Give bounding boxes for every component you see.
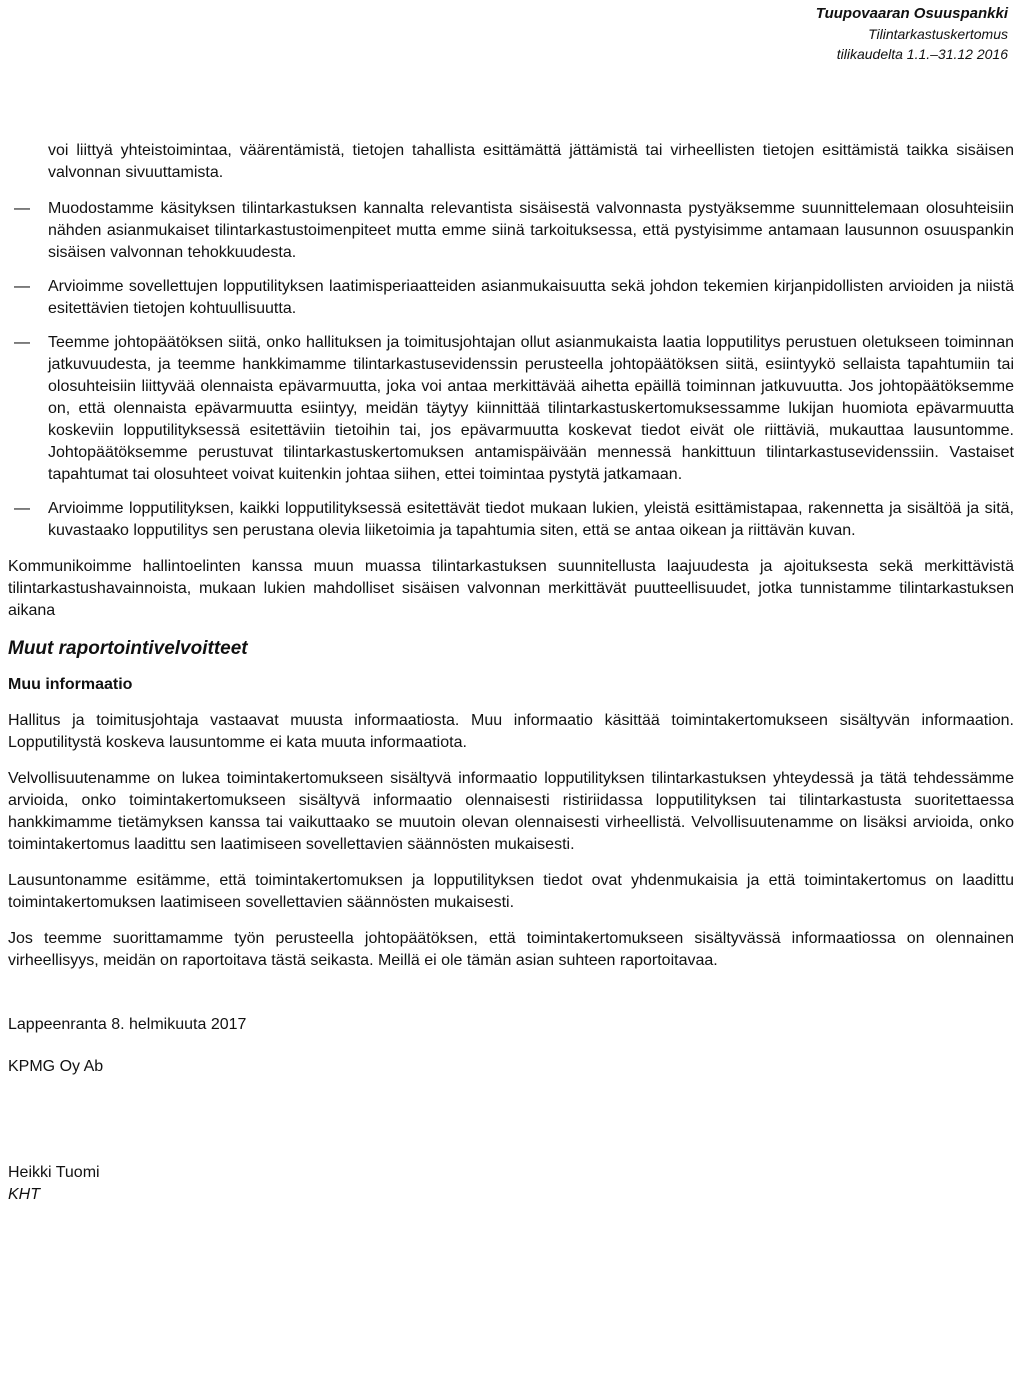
section-heading: Muut raportointivelvoitteet [8,638,248,659]
report-title: Tilintarkastuskertomus [868,26,1008,42]
bullet-item [8,332,1014,486]
place-date: Lappeenranta 8. helmikuuta 2017 [8,1016,247,1033]
bullet-text: Arvioimme sovellettujen lopputilityksen laatimisperiaatteiden asianmukaisuutta sekä johdon tekemien kirjanpidollisten arvioiden ja niistä esitettävien tietojen kohtuullisuutta. [48,278,1014,317]
bullet-text: Arvioimme lopputilityksen, kaikki lopputilityksessä esitettävät tiedot mukaan lukien, yleistä esittämistapaa, rakennetta ja sisältöä ja sitä, kuvastaako lopputilitys sen perustana olevia liiketoimia ja tapahtumia siten, että se antaa oikean ja riittävän kuvan. [48,500,1014,539]
other-info-paragraph: Lausuntonamme esitämme, että toimintakertomuksen ja lopputilityksen tiedot ovat yhdenmukaisia ja että toimintakertomus on laadittu toimintakertomuksen laatimiseen sovellettavien säännösten mukaisesti. [8,872,1014,911]
dash-marker: — [14,334,30,351]
firm-name: KPMG Oy Ab [8,1058,104,1075]
bullet-item [8,198,1014,264]
dash-marker: — [14,278,30,295]
communication-paragraph: Kommunikoimme hallintoelinten kanssa muun muassa tilintarkastuksen suunnitellusta laajuudesta ja ajoituksesta sekä merkittävistä tilintarkastushavainnoista, mukaan lukien mahdolliset sisäisen valvonnan merkittävät puutteellisuudet, jotka tunnistamme tilintarkastuksen aikana [8,558,1014,619]
dash-marker: — [14,200,30,217]
bullet-item [8,276,1014,320]
sub-heading: Muu informaatio [8,676,133,693]
other-info-paragraph: Hallitus ja toimitusjohtaja vastaavat muusta informaatiosta. Muu informaatio käsittää toimintakertomukseen sisältyvän informaation. Lopputilitystä koskeva lausuntomme ei kata muuta informaatiota. [8,712,1014,751]
bank-name: Tuupovaaran Osuuspankki [815,5,1008,22]
report-period: tilikaudelta 1.1.–31.12 2016 [836,46,1008,62]
bullet-text: Muodostamme käsityksen tilintarkastuksen kannalta relevantista sisäisestä valvonnasta pystyäksemme suunnittelemaan olosuhteisiin nähden asianmukaiset tilintarkastustoimenpiteet mutta emme siinä tarkoituksessa, että pystyisimme antamaan lausunnon osuuspankin sisäisen valvonnan tehokkuudesta. [48,200,1014,261]
other-info-paragraph: Jos teemme suorittamamme työn perusteella johtopäätöksen, että toimintakertomukseen sisältyvässä informaatiossa on olennainen virheellisyys, meidän on raportoitava tästä seikasta. Meillä ei ole tämän asian suhteen raportoitavaa. [8,930,1014,969]
document-body [8,140,1014,1206]
auditor-title: KHT [8,1186,40,1203]
intro-continuation: voi liittyä yhteistoimintaa, väärentämistä, tietojen tahallista esittämättä jättämistä tai virheellisten tietojen esittämistä taikka sisäisen valvonnan sivuuttamista. [48,142,1014,181]
dash-marker: — [14,500,30,517]
bullet-text: Teemme johtopäätöksen siitä, onko hallituksen ja toimitusjohtajan ollut asianmukaista laatia lopputilitys perustuen oletukseen toiminnan jatkuvuudesta, ja teemme hankkimamme tilintarkastusevidenssin perusteella johtopäätöksen siitä, esiintyykö sellaista tapahtumiin tai olosuhteisiin liittyvää olennaista epävarmuutta, joka voi antaa merkittävää aihetta epäillä toiminnan jatkuvuutta. Jos johtopäätöksemme on, että olennaista epävarmuutta esiintyy, meidän täytyy kiinnittää tilintarkastuskertomuksessamme lukijan huomiota epävarmuutta koskeviin lopputilityksessä esitettäviin tietoihin tai, jos epävarmuutta koskevat tiedot eivät ole riittäviä, mukauttaa lausuntomme. Johtopäätöksemme perustuvat tilintarkastuskertomuksen antamispäivään mennessä hankittuun tilintarkastusevidenssiin. Vastaiset tapahtumat tai olosuhteet voivat kuitenkin johtaa siihen, ettei toimintaa pystytä jatkamaan. [48,334,1014,483]
page-header [816,4,1008,64]
bullet-item [8,498,1014,542]
auditor-name: Heikki Tuomi [8,1164,100,1181]
other-info-paragraph: Velvollisuutenamme on lukea toimintakertomukseen sisältyvä informaatio lopputilityksen tilintarkastuksen yhteydessä ja tätä tehdessämme arvioida, onko toimintakertomukseen sisältyvä informaatio olennaisesti ristiriidassa lopputilityksen tai tilintarkastusta suoritettaessa hankkimamme tietämyksen kanssa tai vaikuttaako se muutoin olevan olennaisesti virheellistä. Velvollisuutenamme on lisäksi arvioida, onko toimintakertomus laadittu sen laatimiseen sovellettavien säännösten mukaisesti. [8,770,1014,853]
